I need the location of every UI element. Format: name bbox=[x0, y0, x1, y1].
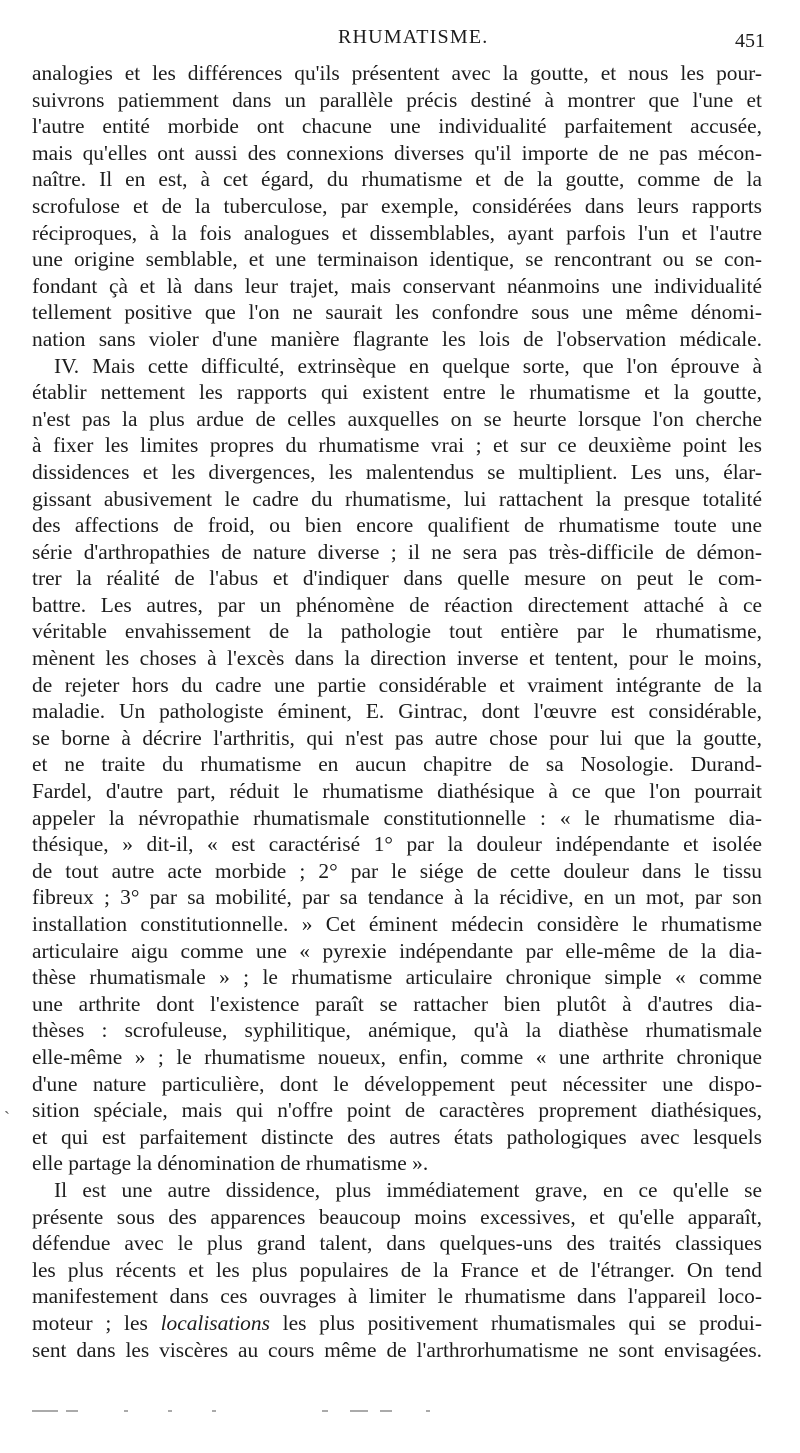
text-line: sition spéciale, mais qui n'offre point de caractères proprement diathésiques, bbox=[32, 1098, 762, 1123]
text-line: maladie. Un pathologiste éminent, E. Gintrac, dont l'œuvre est considérable, bbox=[32, 699, 762, 724]
text-line: établir nettement les rapports qui existent entre le rhumatisme et la goutte, bbox=[32, 380, 762, 405]
text-line: de tout autre acte morbide ; 2° par le siége de cette douleur dans le tissu bbox=[32, 858, 762, 883]
italic-term: localisations bbox=[160, 1310, 270, 1335]
text-line: les plus récents et les plus populaires de la France et de l'étranger. On tend bbox=[32, 1257, 762, 1282]
page-number: 451 bbox=[735, 30, 765, 52]
text-line: mais qu'elles ont aussi des connexions diverses qu'il importe de ne pas mécon- bbox=[32, 140, 762, 165]
text-line: suivrons patiemment dans un parallèle précis destiné à montrer que l'une et bbox=[32, 87, 762, 112]
text-line: d'une nature particulière, dont le développement peut nécessiter une dispo- bbox=[32, 1071, 762, 1096]
text-line: trer la réalité de l'abus et d'indiquer dans quelle mesure on peut le com- bbox=[32, 566, 762, 591]
text-line: Il est une autre dissidence, plus immédiatement grave, en ce qu'elle se bbox=[54, 1177, 762, 1202]
text-line: nation sans violer d'une manière flagrante les lois de l'observation médicale. bbox=[32, 326, 762, 351]
scan-artifact-dots bbox=[32, 1406, 452, 1416]
text-fragment: les plus positivement rhumatismales qui se produi- bbox=[269, 1310, 762, 1335]
text-line: battre. Les autres, par un phénomène de réaction directement attaché à ce bbox=[32, 592, 762, 617]
text-line: thèse rhumatismale » ; le rhumatisme articulaire chronique simple « comme bbox=[32, 965, 762, 990]
text-line: mènent les choses à l'excès dans la direction inverse et tentent, pour le moins, bbox=[32, 646, 762, 671]
text-line: IV. Mais cette difficulté, extrinsèque en quelque sorte, que l'on éprouve à bbox=[54, 353, 762, 378]
text-line: manifestement dans ces ouvrages à limiter le rhumatisme dans l'appareil loco- bbox=[32, 1284, 762, 1309]
text-line: véritable envahissement de la pathologie tout entière par le rhumatisme, bbox=[32, 619, 762, 644]
text-line: elle-même » ; le rhumatisme noueux, enfin, comme « une arthrite chronique bbox=[32, 1044, 762, 1069]
text-line: appeler la névropathie rhumatismale constitutionnelle : « le rhumatisme dia- bbox=[32, 805, 762, 830]
text-line: de rejeter hors du cadre une partie considérable et vraiment intégrante de la bbox=[32, 672, 762, 697]
text-line: thèses : scrofuleuse, syphilitique, anémique, qu'à la diathèse rhumatismale bbox=[32, 1018, 762, 1043]
text-line: thésique, » dit-il, « est caractérisé 1° par la douleur indépendante et isolée bbox=[32, 832, 762, 857]
text-line: des affections de froid, ou bien encore qualifient de rhumatisme toute une bbox=[32, 513, 762, 538]
text-line: gissant abusivement le cadre du rhumatisme, lui rattachent la presque totalité bbox=[32, 486, 762, 511]
text-line: fondant çà et là dans leur trajet, mais conservant néanmoins une individualité bbox=[32, 273, 762, 298]
text-line: une origine semblable, et une terminaison identique, se rencontrant ou se con- bbox=[32, 247, 762, 272]
text-line: tellement positive que l'on ne saurait les confondre sous une même dénomi- bbox=[32, 300, 762, 325]
text-line: série d'arthropathies de nature diverse ; il ne sera pas très-difficile de démon- bbox=[32, 539, 762, 564]
text-line: et ne traite du rhumatisme en aucun chapitre de sa Nosologie. Durand- bbox=[32, 752, 762, 777]
text-line: articulaire aigu comme une « pyrexie indépendante par elle-même de la dia- bbox=[32, 938, 762, 963]
body-text bbox=[32, 60, 762, 1363]
paragraph-2 bbox=[32, 353, 762, 1177]
text-fragment: moteur ; les bbox=[32, 1310, 161, 1335]
text-line: elle partage la dénomination de rhumatisme ». bbox=[32, 1151, 429, 1176]
paragraph-1 bbox=[32, 60, 762, 353]
running-head bbox=[0, 20, 800, 50]
text-line: à fixer les limites propres du rhumatisme vrai ; et sur ce deuxième point les bbox=[32, 433, 762, 458]
text-line: défendue avec le plus grand talent, dans quelques-uns des traités classiques bbox=[32, 1231, 762, 1256]
text-line: naître. Il en est, à cet égard, du rhumatisme et de la goutte, comme de la bbox=[32, 167, 762, 192]
running-title: RHUMATISME. bbox=[338, 26, 489, 48]
text-line: l'autre entité morbide ont chacune une individualité parfaitement accusée, bbox=[32, 114, 762, 139]
text-line: se borne à décrire l'arthritis, qui n'est pas autre chose pour lui que la goutte, bbox=[32, 725, 762, 750]
text-line: analogies et les différences qu'ils présentent avec la goutte, et nous les pour- bbox=[32, 61, 762, 85]
text-line: sent dans les viscères au cours même de l'arthrorhumatisme ne sont envisagées. bbox=[32, 1337, 762, 1362]
text-line: réciproques, à la fois analogues et dissemblables, ayant parfois l'un et l'autre bbox=[32, 220, 762, 245]
text-line-with-emphasis bbox=[32, 1310, 762, 1337]
text-line: scrofulose et de la tuberculose, par exemple, considérées dans leurs rapports bbox=[32, 193, 762, 218]
margin-mark: ` bbox=[4, 1108, 10, 1128]
text-line: fibreux ; 3° par sa mobilité, par sa tendance à la récidive, en un mot, par son bbox=[32, 885, 762, 910]
text-line: présente sous des apparences beaucoup moins excessives, et qu'elle apparaît, bbox=[32, 1204, 762, 1229]
text-line: une arthrite dont l'existence paraît se rattacher bien plutôt à d'autres dia- bbox=[32, 991, 762, 1016]
text-line: installation constitutionnelle. » Cet éminent médecin considère le rhumatisme bbox=[32, 912, 762, 936]
text-line: Fardel, d'autre part, réduit le rhumatisme diathésique à ce que l'on pourrait bbox=[32, 779, 762, 804]
text-line: et qui est parfaitement distincte des autres états pathologiques avec lesquels bbox=[32, 1124, 762, 1149]
text-line: dissidences et les divergences, les malentendus se multiplient. Les uns, élar- bbox=[32, 459, 762, 484]
paragraph-3 bbox=[32, 1177, 762, 1363]
text-line: n'est pas la plus ardue de celles auxquelles on se heurte lorsque l'on cherche bbox=[32, 406, 762, 431]
